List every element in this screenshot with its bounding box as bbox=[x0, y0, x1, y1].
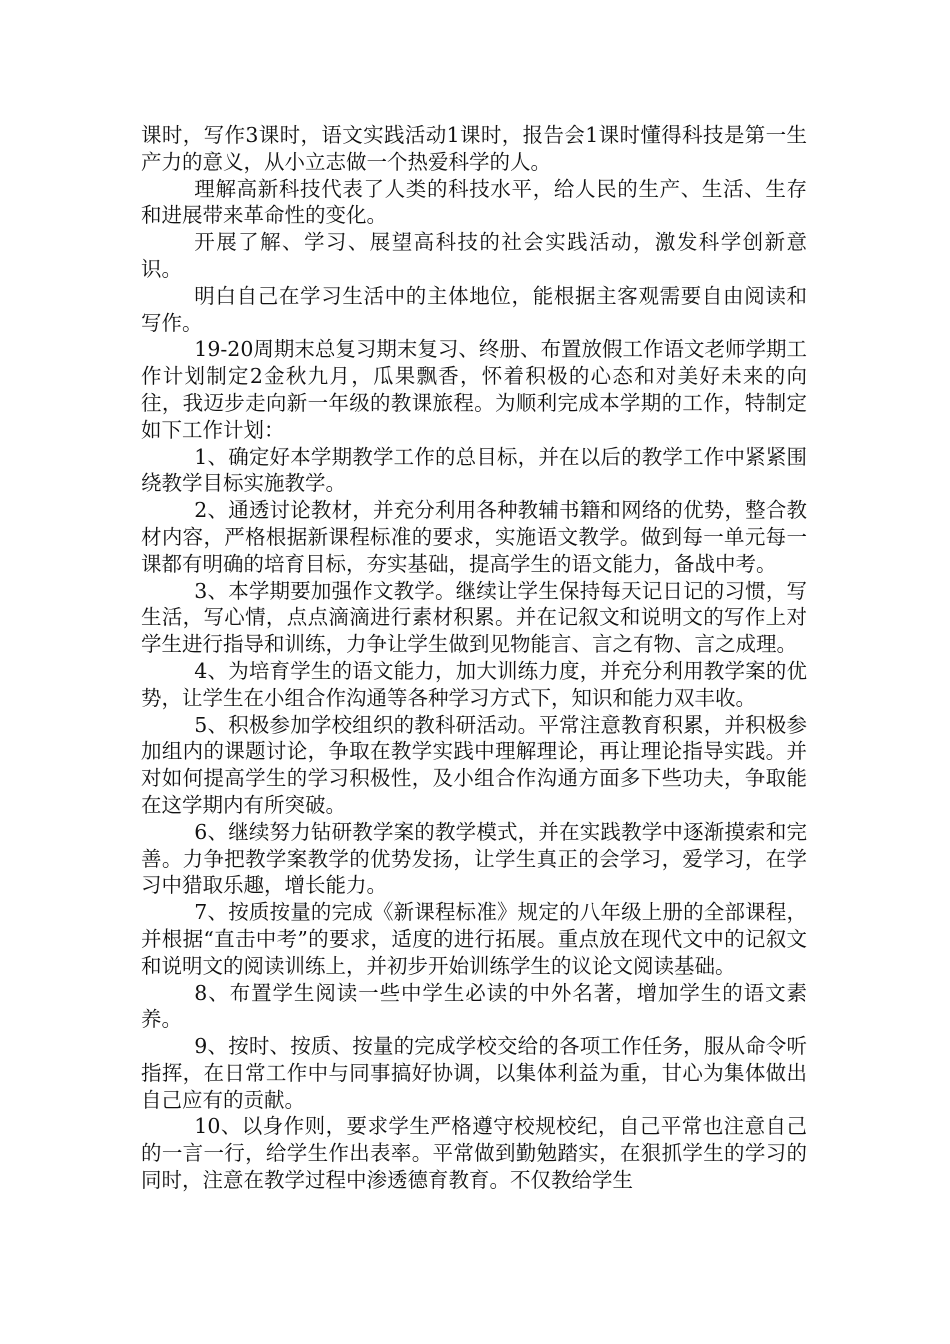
paragraph-continuation: 课时，写作3课时，语文实践活动1课时，报告会1课时懂得科技是第一生产力的意义，从小立志做一个热爱科学的人。 bbox=[141, 123, 807, 174]
paragraph: 19-20周期末总复习期末复习、终册、布置放假工作语文老师学期工作计划制定2金秋九月，瓜果飘香，怀着积极的心态和对美好未来的向往，我迈步走向新一年级的教课旅程。为顺利完成本学期的工作，特制定如下工作计划： bbox=[141, 337, 807, 442]
paragraph: 理解高新科技代表了人类的科技水平，给人民的生产、生活、生存和进展带来革命性的变化。 bbox=[141, 176, 807, 228]
document-body bbox=[141, 122, 807, 1194]
paragraph: 开展了解、学习、展望高科技的社会实践活动，激发科学创新意识。 bbox=[141, 230, 807, 281]
list-item: 6、继续努力钻研教学案的教学模式，并在实践教学中逐渐摸索和完善。力争把教学案教学的优势发扬，让学生真正的会学习，爱学习，在学习中猎取乐趣，增长能力。 bbox=[141, 819, 807, 898]
list-item: 7、按质按量的完成《新课程标准》规定的八年级上册的全部课程，并根据“直击中考”的要求，适度的进行拓展。重点放在现代文中的记叙文和说明文的阅读训练上，并初步开始训练学生的议论文阅读基础。 bbox=[141, 900, 807, 978]
list-item: 9、按时、按质、按量的完成学校交给的各项工作任务，服从命令听指挥，在日常工作中与同事搞好协调，以集体利益为重，甘心为集体做出自己应有的贡献。 bbox=[141, 1034, 807, 1112]
list-item: 5、积极参加学校组织的教科研活动。平常注意教育积累，并积极参加组内的课题讨论，争取在教学实践中理解理论，再让理论指导实践。并对如何提高学生的学习积极性，及小组合作沟通方面多下些功夫，争取能在这学期内有所突破。 bbox=[141, 712, 807, 817]
list-item: 3、本学期要加强作文教学。继续让学生保持每天记日记的习惯，写生活，写心情，点点滴滴进行素材积累。并在记叙文和说明文的写作上对学生进行指导和训练，力争让学生做到见物能言、言之有物、言之成理。 bbox=[141, 578, 807, 657]
list-item: 1、确定好本学期教学工作的总目标，并在以后的教学工作中紧紧围绕教学目标实施教学。 bbox=[141, 444, 807, 496]
list-item: 10、以身作则，要求学生严格遵守校规校纪，自己平常也注意自己的一言一行，给学生作出表率。平常做到勤勉踏实，在狠抓学生的学习的同时，注意在教学过程中渗透德育教育。不仅教给学生 bbox=[141, 1114, 807, 1193]
list-item: 4、为培育学生的语文能力，加大训练力度，并充分利用教学案的优势，让学生在小组合作沟通等各种学习方式下，知识和能力双丰收。 bbox=[141, 658, 807, 710]
list-item: 8、布置学生阅读一些中学生必读的中外名著，增加学生的语文素养。 bbox=[141, 980, 807, 1032]
list-item: 2、通透讨论教材，并充分利用各种教辅书籍和网络的优势，整合教材内容，严格根据新课程标准的要求，实施语文教学。做到每一单元每一课都有明确的培育目标，夯实基础，提高学生的语文能力，备战中考。 bbox=[141, 498, 807, 576]
paragraph: 明白自己在学习生活中的主体地位，能根据主客观需要自由阅读和写作。 bbox=[141, 283, 807, 335]
